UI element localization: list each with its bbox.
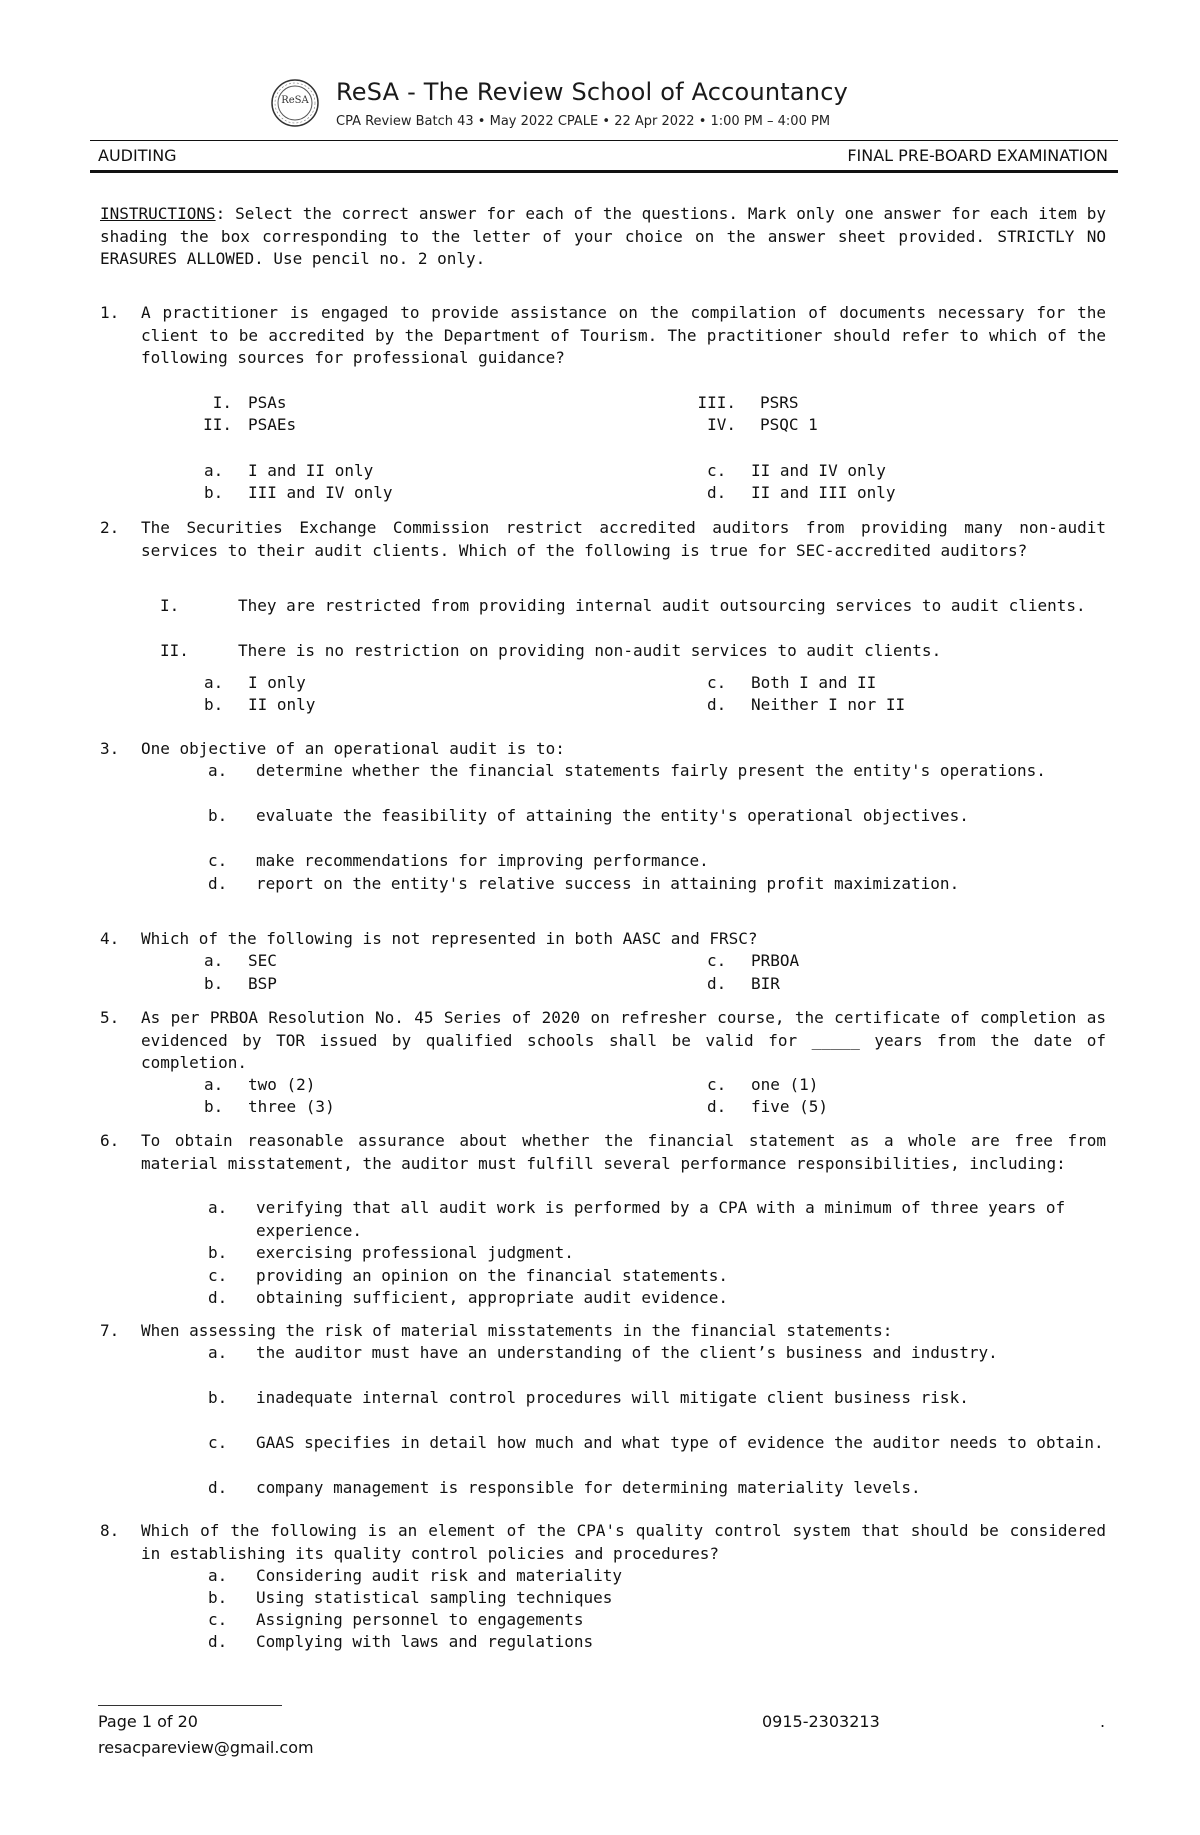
option-letter: b. xyxy=(208,1588,228,1607)
statement-number: II. xyxy=(160,641,189,660)
footer-rule xyxy=(98,1705,282,1706)
option-letter: c. xyxy=(707,673,727,692)
option-letter: d. xyxy=(208,1632,228,1651)
statement-text: PSQC 1 xyxy=(760,415,818,434)
question-number: 2. xyxy=(100,518,120,537)
option-text: II only xyxy=(248,695,316,714)
question-text: To obtain reasonable assurance about whether the financial statement as a whole are free from material misstatement, the auditor must fulfill several performance responsibilities, including: xyxy=(141,1131,1106,1173)
option-letter: d. xyxy=(707,483,727,502)
option-letter: a. xyxy=(204,461,224,480)
statement-number: IV. xyxy=(707,415,736,434)
option-text: five (5) xyxy=(751,1097,829,1116)
option-letter: c. xyxy=(208,1433,228,1452)
statement-number: I. xyxy=(212,393,232,412)
option-letter: d. xyxy=(707,974,727,993)
question-text: Which of the following is not represented in both AASC and FRSC? xyxy=(141,929,758,948)
option-text: obtaining sufficient, appropriate audit evidence. xyxy=(256,1288,729,1307)
question-number: 5. xyxy=(100,1008,120,1027)
school-title: ReSA - The Review School of Accountancy xyxy=(336,78,848,106)
question-4 xyxy=(100,928,1106,998)
option-text: one (1) xyxy=(751,1075,819,1094)
batch-info: CPA Review Batch 43 • May 2022 CPALE • 22 Apr 2022 • 1:00 PM – 4:00 PM xyxy=(336,114,831,129)
question-number: 8. xyxy=(100,1521,120,1540)
option-text: BIR xyxy=(751,974,780,993)
option-text: SEC xyxy=(248,951,277,970)
statement-text: PSAEs xyxy=(248,415,297,434)
statement-text: PSRS xyxy=(760,393,799,412)
option-text: report on the entity's relative success in attaining profit maximization. xyxy=(256,874,960,893)
option-letter: a. xyxy=(208,1198,228,1217)
option-text: I only xyxy=(248,673,306,692)
option-letter: b. xyxy=(204,695,224,714)
question-text: As per PRBOA Resolution No. 45 Series of 2020 on refresher course, the certificate of completion as evidenced by TOR issued by qualified schools shall be valid for _____ years from the date of completion. xyxy=(141,1008,1106,1072)
option-letter: a. xyxy=(208,1566,228,1585)
statement-number: I. xyxy=(160,596,180,615)
option-text: verifying that all audit work is performed by a CPA with a minimum of three years of experience. xyxy=(256,1198,1066,1240)
option-letter: b. xyxy=(204,483,224,502)
statement-text: There is no restriction on providing non-audit services to audit clients. xyxy=(238,641,942,660)
option-text: Both I and II xyxy=(751,673,877,692)
instructions-label: INSTRUCTIONS xyxy=(100,204,216,223)
question-number: 7. xyxy=(100,1321,120,1340)
option-text: exercising professional judgment. xyxy=(256,1243,574,1262)
instructions xyxy=(100,203,1106,271)
option-letter: b. xyxy=(208,806,228,825)
option-letter: a. xyxy=(208,761,228,780)
exam-label: FINAL PRE-BOARD EXAMINATION xyxy=(847,146,1108,165)
option-text: inadequate internal control procedures will mitigate client business risk. xyxy=(256,1388,969,1407)
footer-dot: . xyxy=(1100,1712,1106,1731)
header-rule-bottom xyxy=(90,170,1118,173)
question-text: When assessing the risk of material misstatements in the financial statements: xyxy=(141,1321,893,1340)
option-letter: d. xyxy=(707,695,727,714)
option-text: make recommendations for improving performance. xyxy=(256,851,709,870)
option-letter: c. xyxy=(208,1610,228,1629)
option-text: Using statistical sampling techniques xyxy=(256,1588,613,1607)
option-letter: b. xyxy=(204,1097,224,1116)
option-text: determine whether the financial statements fairly present the entity's operations. xyxy=(256,761,1046,780)
contact-phone: 0915-2303213 xyxy=(762,1712,880,1731)
option-text: II and IV only xyxy=(751,461,886,480)
contact-email: resacpareview@gmail.com xyxy=(98,1738,314,1757)
option-text: two (2) xyxy=(248,1075,316,1094)
option-letter: a. xyxy=(204,673,224,692)
question-8 xyxy=(100,1520,1106,1660)
question-number: 1. xyxy=(100,303,120,322)
question-text: Which of the following is an element of the CPA's quality control system that should be considered in establishing its quality control policies and procedures? xyxy=(141,1521,1106,1563)
option-text: I and II only xyxy=(248,461,374,480)
question-text: The Securities Exchange Commission restrict accredited auditors from providing many non-audit services to their audit clients. Which of the following is true for SEC-accredited auditors? xyxy=(141,518,1106,560)
option-letter: a. xyxy=(204,1075,224,1094)
option-text: Assigning personnel to engagements xyxy=(256,1610,584,1629)
question-number: 4. xyxy=(100,929,120,948)
option-letter: d. xyxy=(208,874,228,893)
option-letter: b. xyxy=(208,1243,228,1262)
question-3 xyxy=(100,738,1106,918)
page-number: Page 1 of 20 xyxy=(98,1712,198,1731)
option-letter: c. xyxy=(707,951,727,970)
statement-text: They are restricted from providing internal audit outsourcing services to audit clients. xyxy=(238,596,1086,615)
option-text: three (3) xyxy=(248,1097,335,1116)
option-letter: d. xyxy=(707,1097,727,1116)
statement-text: PSAs xyxy=(248,393,287,412)
option-text: Considering audit risk and materiality xyxy=(256,1566,623,1585)
option-text: PRBOA xyxy=(751,951,800,970)
question-7 xyxy=(100,1320,1106,1500)
option-letter: c. xyxy=(208,1266,228,1285)
option-text: evaluate the feasibility of attaining the entity's operational objectives. xyxy=(256,806,969,825)
option-letter: a. xyxy=(208,1343,228,1362)
question-1 xyxy=(100,302,1106,512)
option-letter: b. xyxy=(208,1388,228,1407)
logo-label: ReSA xyxy=(281,95,309,106)
option-letter: b. xyxy=(204,974,224,993)
header-rule-top xyxy=(90,140,1118,141)
subject-label: AUDITING xyxy=(98,146,177,165)
question-5 xyxy=(100,1007,1106,1122)
resa-logo xyxy=(270,78,320,128)
option-text: Neither I nor II xyxy=(751,695,906,714)
option-text: Complying with laws and regulations xyxy=(256,1632,594,1651)
option-letter: a. xyxy=(204,951,224,970)
option-text: II and III only xyxy=(751,483,896,502)
option-text: providing an opinion on the financial statements. xyxy=(256,1266,729,1285)
question-6 xyxy=(100,1130,1106,1310)
statement-number: II. xyxy=(203,415,232,434)
option-text: GAAS specifies in detail how much and what type of evidence the auditor needs to obtain. xyxy=(256,1433,1104,1452)
question-number: 6. xyxy=(100,1131,120,1150)
instructions-text: : Select the correct answer for each of the questions. Mark only one answer for each item by shading the box corresponding to the letter of your choice on the answer sheet provided. STRICTLY NO ERASURES ALLOWED. Use pencil no. 2 only. xyxy=(100,204,1106,268)
option-text: III and IV only xyxy=(248,483,393,502)
option-text: the auditor must have an understanding of the client’s business and industry. xyxy=(256,1343,998,1362)
question-number: 3. xyxy=(100,739,120,758)
option-letter: c. xyxy=(707,461,727,480)
option-letter: c. xyxy=(208,851,228,870)
option-letter: d. xyxy=(208,1478,228,1497)
option-letter: d. xyxy=(208,1288,228,1307)
question-text: One objective of an operational audit is to: xyxy=(141,739,565,758)
option-text: company management is responsible for determining materiality levels. xyxy=(256,1478,921,1497)
statement-number: III. xyxy=(697,393,736,412)
question-2 xyxy=(100,517,1106,717)
question-text: A practitioner is engaged to provide assistance on the compilation of documents necessary for the client to be accredited by the Department of Tourism. The practitioner should refer to which of the following sources for professional guidance? xyxy=(141,303,1106,367)
option-letter: c. xyxy=(707,1075,727,1094)
option-text: BSP xyxy=(248,974,277,993)
